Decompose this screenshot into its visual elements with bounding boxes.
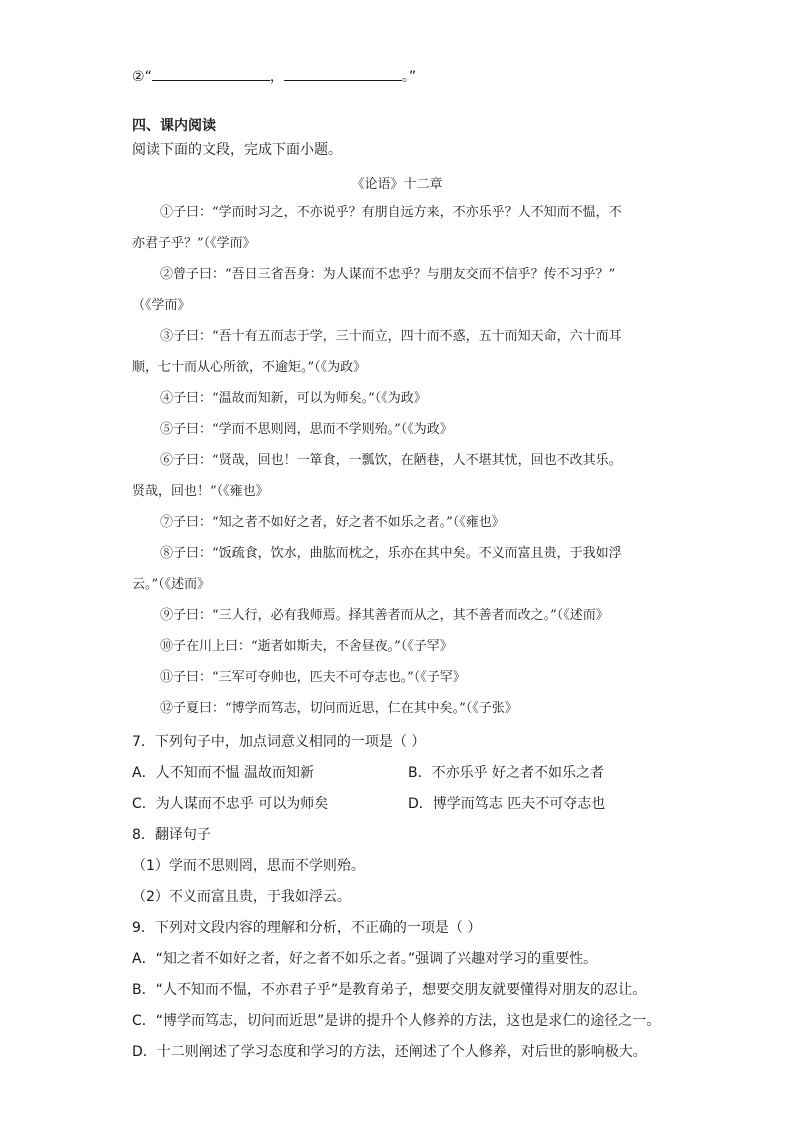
q8-sentence-2: （2）不义而富且贵，于我如浮云。 bbox=[132, 889, 351, 905]
passage-line: ⑪子曰：“三军可夺帅也，匹夫不可夺志也。”（《子罕》 bbox=[160, 670, 466, 685]
passage-line: 顺，七十而从心所欲，不逾矩。”（《为政》 bbox=[132, 360, 367, 375]
q9-option-a[interactable]: A．“知之者不如好之者，好之者不如乐之者。”强调了兴趣对学习的重要性。 bbox=[132, 951, 598, 967]
passage-line: ④子曰：“温故而知新，可以为师矣。”（《为政》 bbox=[160, 391, 427, 406]
passage-line: ⑤子曰：“学而不思则罔，思而不学则殆。”（《为政》 bbox=[160, 422, 453, 437]
passage-line: 亦君子乎？”（《学而》 bbox=[132, 236, 256, 251]
instruction: 阅读下面的文段，完成下面小题。 bbox=[132, 142, 342, 158]
passage-line: ⑧子曰：“饭疏食，饮水，曲肱而枕之，乐亦在其中矣。不义而富且贵，于我如浮 bbox=[160, 546, 622, 561]
answer-blank-1[interactable] bbox=[152, 66, 270, 81]
passage-line: ⑥子曰：“贤哉，回也！一箪食，一瓢饮，在陋巷，人不堪其忧，回也不改其乐。 bbox=[160, 453, 622, 468]
q7-option-b[interactable]: B．不亦乐乎 好之者不如乐之者 bbox=[408, 765, 605, 781]
q9-option-c[interactable]: C．“博学而笃志，切问而近思”是讲的提升个人修养的方法，这也是求仁的途径之一。 bbox=[132, 1013, 661, 1029]
passage-line: 贤哉，回也！”（《雍也》 bbox=[132, 484, 269, 499]
passage-line: ⑫子夏曰：“博学而笃志，切问而近思，仁在其中矣。”（《子张》 bbox=[160, 701, 518, 716]
passage-line: ⑩子在川上曰：“逝者如斯夫，不舍昼夜。”（《子罕》 bbox=[160, 639, 453, 654]
q7-option-c[interactable]: C．为人谋而不忠乎 可以为师矣 bbox=[132, 796, 329, 812]
passage-line: ⑦子曰：“知之者不如好之者，好之者不如乐之者。”（《雍也》 bbox=[160, 515, 505, 530]
fill-in-line: ②“ ， 。” bbox=[132, 66, 416, 87]
question-8-stem: 8．翻译句子 bbox=[132, 827, 211, 843]
answer-blank-2[interactable] bbox=[284, 66, 402, 81]
q9-option-b[interactable]: B．“人不知而不愠，不亦君子乎”是教育弟子，想要交朋友就要懂得对朋友的忍让。 bbox=[132, 982, 647, 998]
section-title: 四、课内阅读 bbox=[132, 118, 216, 134]
question-9-stem: 9．下列对文段内容的理解和分析，不正确的一项是（ ） bbox=[132, 920, 482, 936]
q7-option-d[interactable]: D．博学而笃志 匹夫不可夺志也 bbox=[408, 796, 606, 812]
q9-option-d[interactable]: D．十二则阐述了学习态度和学习的方法，还阐述了个人修养，对后世的影响极大。 bbox=[132, 1044, 647, 1060]
passage-title: 《论语》十二章 bbox=[351, 177, 443, 192]
item-number: ② bbox=[132, 69, 145, 85]
q8-sentence-1: （1）学而不思则罔，思而不学则殆。 bbox=[132, 858, 365, 874]
passage-line: ②曾子曰：“吾日三省吾身：为人谋而不忠乎？与朋友交而不信乎？传不习乎？” bbox=[160, 267, 616, 282]
question-7-stem: 7．下列句子中，加点词意义相同的一项是（ ） bbox=[132, 734, 426, 750]
passage-line: ⑨子曰：“三人行，必有我师焉。择其善者而从之，其不善者而改之。”（《述而》 bbox=[160, 608, 609, 623]
q7-option-a[interactable]: A．人不知而不愠 温故而知新 bbox=[132, 765, 315, 781]
passage-line: （《学而》 bbox=[132, 298, 191, 313]
passage-line: ①子曰：“学而时习之，不亦说乎？有朋自远方来，不亦乐乎？人不知而不愠，不 bbox=[160, 205, 622, 220]
passage-line: ③子曰：“吾十有五而志于学，三十而立，四十而不惑，五十而知天命，六十而耳 bbox=[160, 329, 622, 344]
passage-line: 云。”（《述而》 bbox=[132, 577, 211, 592]
